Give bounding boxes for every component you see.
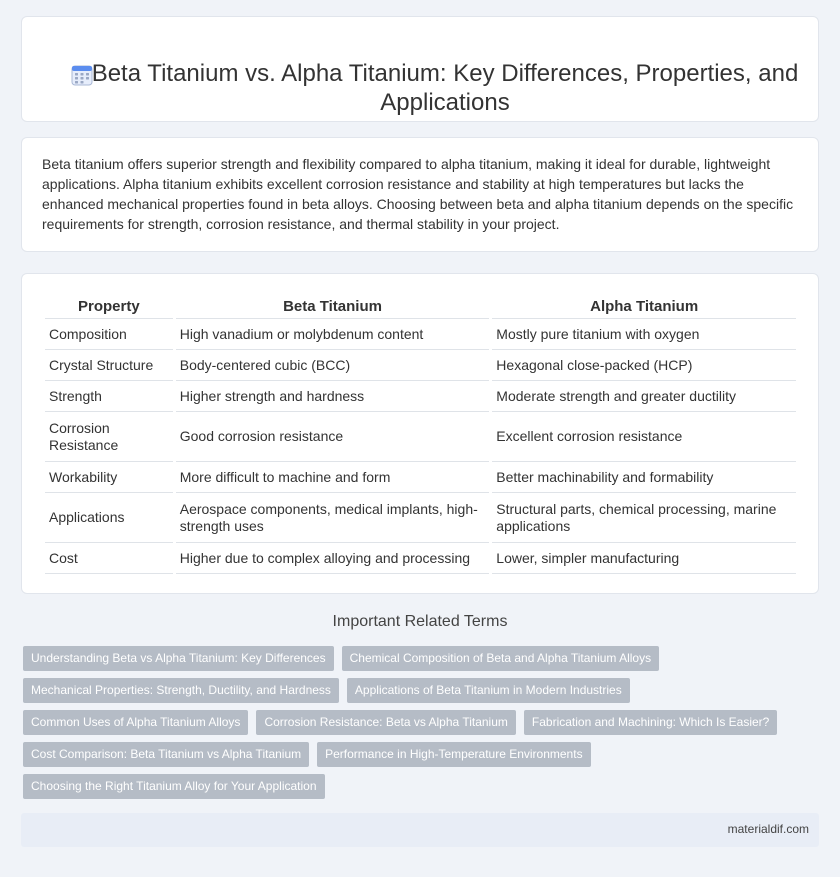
- table-cell-beta: Good corrosion resistance: [176, 412, 490, 462]
- footer: [21, 813, 819, 847]
- related-term-tag[interactable]: Fabrication and Machining: Which Is Easier?: [524, 710, 777, 735]
- table-cell-beta: High vanadium or molybdenum content: [176, 319, 490, 350]
- table-cell-alpha: Better machinability and formability: [492, 462, 796, 493]
- summary-card: [21, 137, 819, 252]
- table-row: [45, 319, 796, 350]
- related-term-tag[interactable]: Choosing the Right Titanium Alloy for Your Application: [23, 774, 325, 799]
- table-cell-property: Applications: [45, 493, 173, 543]
- table-row: [45, 493, 796, 543]
- table-cell-property: Corrosion Resistance: [45, 412, 173, 462]
- table-cell-alpha: Moderate strength and greater ductility: [492, 381, 796, 412]
- related-term-tag[interactable]: Cost Comparison: Beta Titanium vs Alpha Titanium: [23, 742, 309, 767]
- related-term-tag[interactable]: Performance in High-Temperature Environments: [317, 742, 590, 767]
- column-header-beta: Beta Titanium: [176, 296, 490, 319]
- related-terms-title: Important Related Terms: [332, 613, 508, 630]
- related-term-tag[interactable]: Applications of Beta Titanium in Modern Industries: [347, 678, 630, 703]
- table-cell-property: Cost: [45, 543, 173, 574]
- related-term-tag[interactable]: Understanding Beta vs Alpha Titanium: Key Differences: [23, 646, 334, 671]
- table-header-row: [45, 296, 796, 319]
- related-terms-list: [23, 646, 817, 806]
- table-cell-property: Crystal Structure: [45, 350, 173, 381]
- footer-site-link[interactable]: materialdif.com: [727, 822, 809, 836]
- column-header-property: Property: [45, 296, 173, 319]
- summary-text: Beta titanium offers superior strength and flexibility compared to alpha titanium, making it ideal for durable, lightweight applications. Alpha titanium exhibits excellent corrosion resistance and stability at high temperatures but lacks the enhanced mechanical properties found in beta alloys. Choosing between beta and alpha titanium depends on the specific requirements for strength, corrosion resistance, and thermal stability in your project.: [42, 156, 794, 232]
- related-term-tag[interactable]: Corrosion Resistance: Beta vs Alpha Titanium: [256, 710, 515, 735]
- table-cell-beta: More difficult to machine and form: [176, 462, 490, 493]
- related-term-tag[interactable]: Common Uses of Alpha Titanium Alloys: [23, 710, 248, 735]
- table-row: [45, 381, 796, 412]
- table-cell-alpha: Lower, simpler manufacturing: [492, 543, 796, 574]
- page-title: Beta Titanium vs. Alpha Titanium: Key Differences, Properties, and Applications: [91, 60, 799, 116]
- table-cell-property: Composition: [45, 319, 173, 350]
- table-cell-beta: Body-centered cubic (BCC): [176, 350, 490, 381]
- table-row: [45, 350, 796, 381]
- table-cell-property: Workability: [45, 462, 173, 493]
- table-row: [45, 412, 796, 462]
- related-term-tag[interactable]: Mechanical Properties: Strength, Ductility, and Hardness: [23, 678, 339, 703]
- comparison-table-card: [21, 273, 819, 594]
- table-cell-alpha: Hexagonal close-packed (HCP): [492, 350, 796, 381]
- table-cell-alpha: Structural parts, chemical processing, marine applications: [492, 493, 796, 543]
- header-card: [21, 16, 819, 122]
- table-cell-beta: Higher strength and hardness: [176, 381, 490, 412]
- column-header-alpha: Alpha Titanium: [492, 296, 796, 319]
- table-row: [45, 543, 796, 574]
- comparison-table: [42, 296, 799, 574]
- table-cell-property: Strength: [45, 381, 173, 412]
- table-cell-alpha: Mostly pure titanium with oxygen: [492, 319, 796, 350]
- table-cell-beta: Aerospace components, medical implants, high-strength uses: [176, 493, 490, 543]
- table-cell-alpha: Excellent corrosion resistance: [492, 412, 796, 462]
- table-cell-beta: Higher due to complex alloying and processing: [176, 543, 490, 574]
- table-row: [45, 462, 796, 493]
- related-term-tag[interactable]: Chemical Composition of Beta and Alpha Titanium Alloys: [342, 646, 660, 671]
